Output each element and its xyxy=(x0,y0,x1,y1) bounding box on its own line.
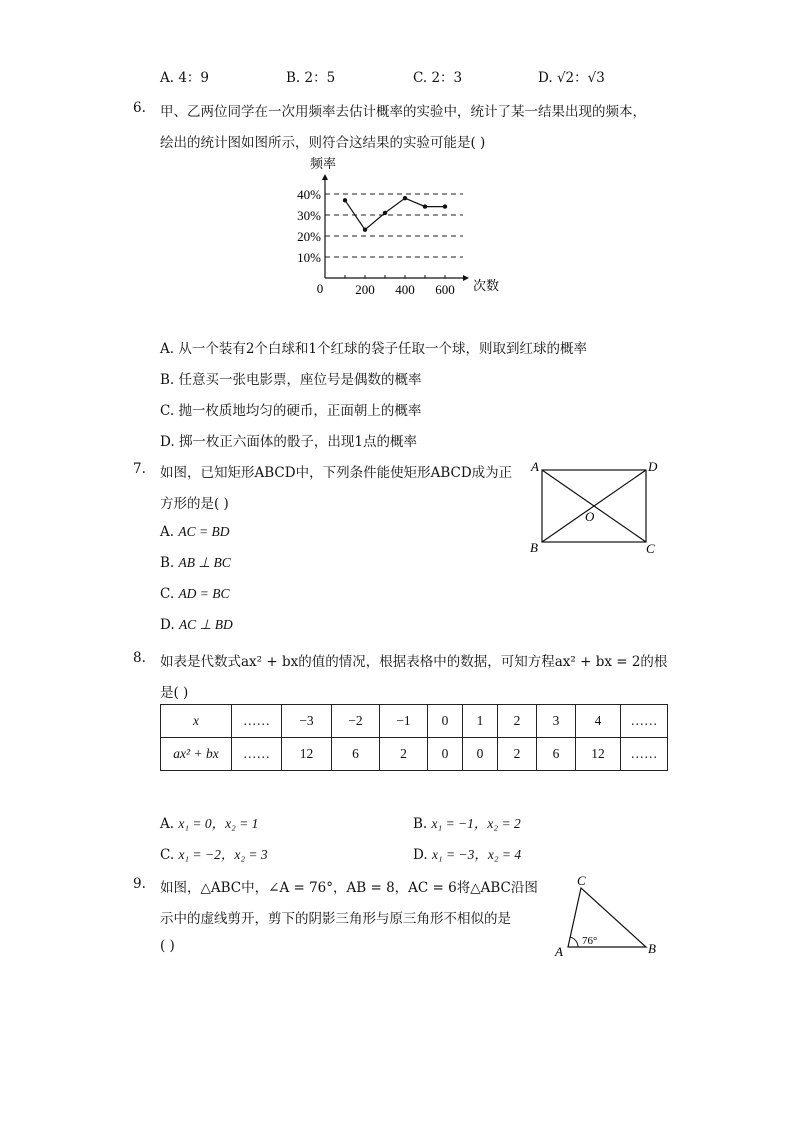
table-row-expression xyxy=(161,738,668,771)
data-point xyxy=(383,211,387,215)
option-letter: C. xyxy=(160,847,175,863)
q6-option-d[interactable] xyxy=(160,430,417,450)
q8-stem-line1: 如表是代数式ax² + bx的值的情况，根据表格中的数据，可知方程ax² + bx = 2的根 xyxy=(160,654,668,670)
option-text: 掷一枚正六面体的骰子，出现1点的概率 xyxy=(178,434,418,450)
q7-stem-line2: 方形的是( ) xyxy=(160,496,229,512)
option-text: x₁ = −3，x₂ = 4 xyxy=(431,847,522,862)
values-table xyxy=(160,704,668,771)
table-cell: 0 xyxy=(428,738,463,771)
option-text: 2：3 xyxy=(431,70,463,86)
q6-number: 6. xyxy=(133,100,146,116)
option-letter: B. xyxy=(160,372,175,388)
option-text: AC = BD xyxy=(178,524,230,539)
y-tick-label: 30% xyxy=(297,208,321,223)
y-tick-label: 10% xyxy=(297,250,321,265)
option-letter: D. xyxy=(160,434,175,450)
table-cell: 4 xyxy=(576,705,621,738)
series-line xyxy=(345,198,445,230)
table-cell: 0 xyxy=(428,705,463,738)
triangle-abc-figure xyxy=(550,872,662,960)
option-text: 抛一枚质地均匀的硬币，正面朝上的概率 xyxy=(178,403,422,419)
table-cell: 6 xyxy=(537,738,576,771)
option-text: AC ⊥ BD xyxy=(178,617,233,632)
vertex-label-c: C xyxy=(646,541,655,556)
option-letter: A. xyxy=(160,70,175,86)
table-cell: 2 xyxy=(498,705,537,738)
x-axis-label: 次数 xyxy=(473,278,500,293)
table-cell: −3 xyxy=(282,705,332,738)
table-cell: x xyxy=(161,705,232,738)
vertex-label-a: A xyxy=(555,944,563,959)
option-text: 2：5 xyxy=(304,70,336,86)
data-point xyxy=(443,204,447,208)
option-text: 4：9 xyxy=(178,70,210,86)
q8-stem-line2: 是( ) xyxy=(160,685,189,701)
option-letter: B. xyxy=(160,555,175,571)
y-tick-label: 20% xyxy=(297,229,321,244)
data-point xyxy=(363,228,367,232)
q8-option-b[interactable] xyxy=(413,812,521,832)
vertex-label-d: D xyxy=(648,459,658,474)
q6-stem-line1: 甲、乙两位同学在一次用频率去估计概率的实验中，统计了某一结果出现的频本， xyxy=(160,104,646,120)
q5-option-a[interactable] xyxy=(160,66,209,86)
origin-label: 0 xyxy=(316,281,324,296)
q6-option-b[interactable] xyxy=(160,368,422,388)
q7-option-d[interactable] xyxy=(160,617,233,633)
data-point xyxy=(343,198,347,202)
option-letter: A. xyxy=(160,816,175,832)
y-axis-arrow xyxy=(322,174,328,180)
q6-stem-line2: 绘出的统计图如图所示，则符合这结果的实验可能是( ) xyxy=(160,135,486,151)
rectangle-abcd-figure xyxy=(528,458,664,560)
option-text: x₁ = −2，x₂ = 3 xyxy=(178,847,268,862)
x-tick-label: 200 xyxy=(355,282,375,297)
option-letter: C. xyxy=(413,70,428,86)
table-cell: 12 xyxy=(282,738,332,771)
table-cell: …… xyxy=(232,705,282,738)
table-cell: 12 xyxy=(576,738,621,771)
table-cell: 0 xyxy=(463,738,498,771)
q6-option-a[interactable] xyxy=(160,337,587,357)
option-letter: D. xyxy=(160,617,175,633)
table-cell: …… xyxy=(232,738,282,771)
x-tick-label: 400 xyxy=(395,282,415,297)
option-letter: B. xyxy=(413,816,428,832)
data-point xyxy=(403,196,407,200)
vertex-label-b: B xyxy=(648,941,656,956)
q8-option-a[interactable] xyxy=(160,812,258,832)
y-axis-label: 频率 xyxy=(310,156,337,171)
angle-a-arc xyxy=(570,937,578,947)
q8-option-c[interactable] xyxy=(160,843,268,863)
table-cell: 1 xyxy=(463,705,498,738)
q8-option-d[interactable] xyxy=(413,843,521,863)
option-letter: A. xyxy=(160,341,175,357)
frequency-chart xyxy=(288,154,518,302)
q9-number: 9. xyxy=(133,876,146,892)
center-label-o: O xyxy=(585,509,595,524)
option-text: 从一个装有2个白球和1个红球的袋子任取一个球，则取到红球的概率 xyxy=(178,341,588,357)
x-tick-label: 600 xyxy=(435,282,455,297)
vertex-label-c: C xyxy=(577,873,586,888)
option-text: √2：√3 xyxy=(556,70,605,86)
q9-stem-line1: 如图，△ABC中，∠A = 76°，AB = 8，AC = 6将△ABC沿图 xyxy=(160,880,538,896)
option-text: AD = BC xyxy=(178,586,230,601)
triangle-outline xyxy=(568,888,646,947)
q9-stem-line2: 示中的虚线剪开，剪下的阴影三角形与原三角形不相似的是 xyxy=(160,911,511,927)
q7-stem-line1: 如图，已知矩形ABCD中，下列条件能使矩形ABCD成为正 xyxy=(160,465,513,481)
table-cell: 6 xyxy=(332,738,380,771)
q5-option-b[interactable] xyxy=(286,66,335,86)
option-text: x₁ = −1，x₂ = 2 xyxy=(431,816,521,831)
table-cell: −2 xyxy=(332,705,380,738)
q5-option-d[interactable] xyxy=(538,66,605,86)
q8-number: 8. xyxy=(133,650,146,666)
table-cell: 2 xyxy=(498,738,537,771)
option-letter: C. xyxy=(160,586,175,602)
option-text: 任意买一张电影票，座位号是偶数的概率 xyxy=(178,372,422,388)
q7-option-a[interactable] xyxy=(160,524,229,540)
option-letter: B. xyxy=(286,70,301,86)
table-cell: −1 xyxy=(380,705,428,738)
option-letter: A. xyxy=(160,524,175,540)
x-axis-arrow xyxy=(463,275,469,281)
option-text: AB ⊥ BC xyxy=(178,555,231,570)
q6-option-c[interactable] xyxy=(160,399,421,419)
q5-option-c[interactable] xyxy=(413,66,462,86)
table-cell: 2 xyxy=(380,738,428,771)
table-cell: 3 xyxy=(537,705,576,738)
angle-label: 76° xyxy=(582,935,598,947)
table-cell: ax² + bx xyxy=(161,738,232,771)
vertex-label-b: B xyxy=(530,540,538,555)
table-row-x xyxy=(161,705,668,738)
q9-stem-line3: ( ) xyxy=(160,938,175,954)
q7-option-b[interactable] xyxy=(160,555,231,571)
table-cell: …… xyxy=(621,705,668,738)
table-cell: …… xyxy=(621,738,668,771)
data-point xyxy=(423,204,427,208)
q7-option-c[interactable] xyxy=(160,586,230,602)
q7-number: 7. xyxy=(133,461,146,477)
y-tick-label: 40% xyxy=(297,187,321,202)
option-letter: D. xyxy=(413,847,428,863)
option-letter: D. xyxy=(538,70,553,86)
vertex-label-a: A xyxy=(531,459,539,474)
option-letter: C. xyxy=(160,403,175,419)
option-text: x₁ = 0，x₂ = 1 xyxy=(178,816,259,831)
